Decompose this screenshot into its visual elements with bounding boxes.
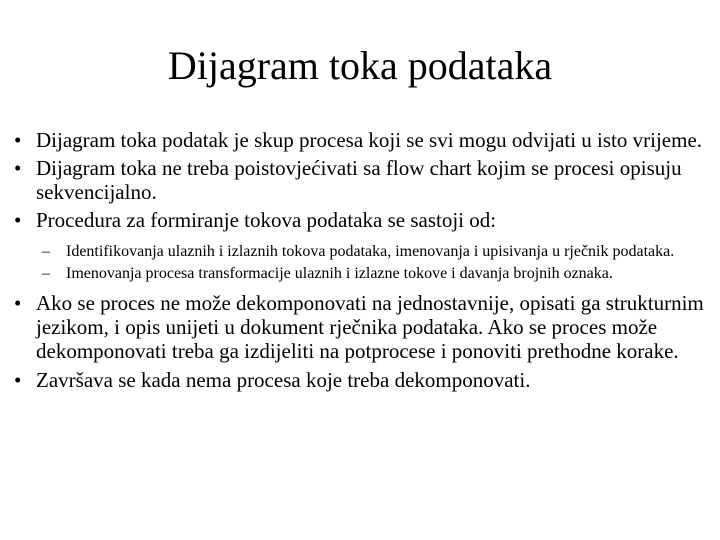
sub-bullet-text: Identifikovanja ulaznih i izlaznih tokova podataka, imenovanja i upisivanja u rječnik podataka.	[66, 243, 675, 260]
bullet-item	[14, 208, 714, 232]
bullet-marker: •	[14, 156, 22, 180]
slide-title: Dijagram toka podataka	[167, 43, 553, 88]
dash-marker: –	[42, 264, 50, 282]
dash-marker: –	[42, 243, 50, 260]
bullet-text: Procedura za formiranje tokova podataka se sastoji od:	[36, 208, 497, 232]
bullet-marker: •	[14, 208, 22, 232]
sub-bullet-text: Imenovanja procesa transformacije ulaznih i izlazne tokove i davanja brojnih oznaka.	[66, 264, 613, 282]
bullet-marker: •	[14, 291, 22, 315]
bullet-marker: •	[14, 368, 22, 392]
slide-content	[14, 128, 714, 392]
bullet-item	[14, 291, 714, 363]
bullet-item	[14, 156, 714, 204]
bullet-text: Završava se kada nema procesa koje treba dekomponovati.	[36, 368, 531, 392]
bullet-item	[14, 368, 714, 392]
bullet-marker: •	[14, 128, 22, 152]
sub-bullet-item	[14, 264, 696, 284]
bullet-item	[14, 128, 714, 152]
bullet-text: Dijagram toka ne treba poistovjećivati sa flow chart kojim se procesi opisuju sekvencijalno.	[36, 156, 682, 204]
bullet-text: Dijagram toka podatak je skup procesa koji se svi mogu odvijati u isto vrijeme.	[36, 128, 703, 152]
bullet-text: Ako se proces ne može dekomponovati na jednostavnije, opisati ga strukturnim jezikom, i opis unijeti u dokument rječnika podataka. Ako se proces može dekomponovati treba ga izdijeliti na potprocese i ponoviti prethodne korake.	[36, 291, 704, 363]
sub-bullet-item	[14, 242, 696, 262]
